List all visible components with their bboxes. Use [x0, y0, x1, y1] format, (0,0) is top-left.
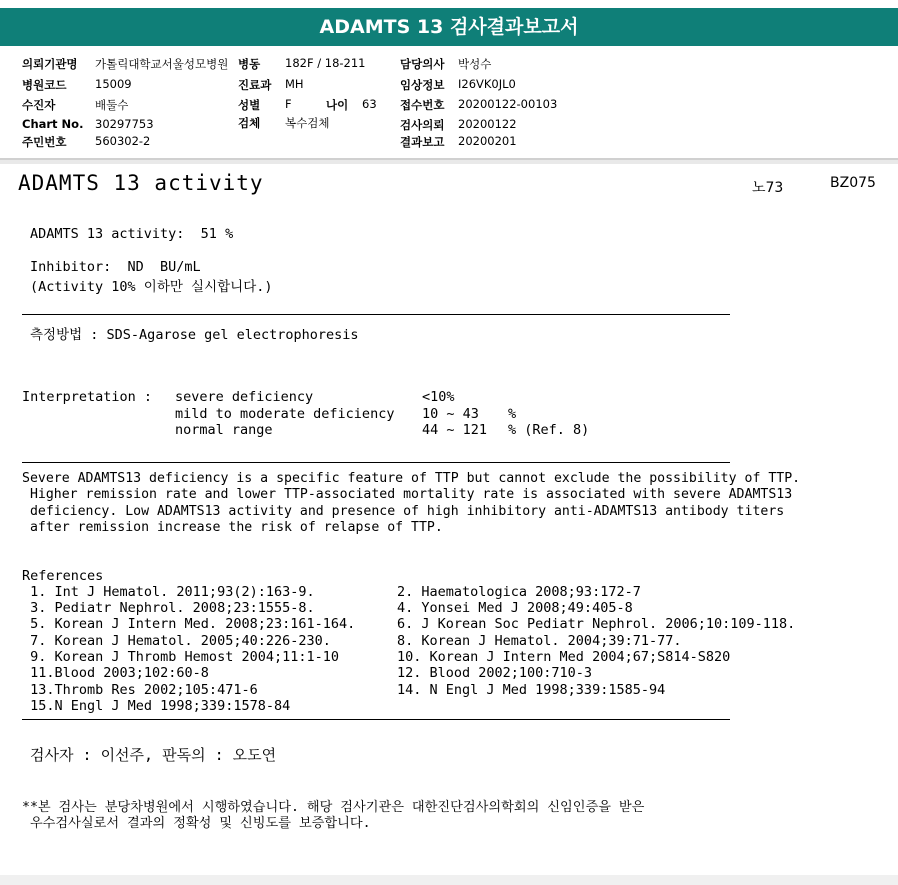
- label-hospital-code: 병원코드: [22, 78, 67, 92]
- references-label: References: [22, 568, 104, 584]
- label-patient-name: 수진자: [22, 98, 56, 112]
- method-line: 측정방법 : SDS-Agarose gel electrophoresis: [30, 327, 359, 343]
- label-report-date: 결과보고: [400, 135, 445, 149]
- reference-item: 3. Pediatr Nephrol. 2008;23:1555-8.: [22, 600, 315, 616]
- label-chart-no: Chart No.: [22, 117, 84, 131]
- examiner-line: 검사자 : 이선주, 판독의 : 오도연: [30, 746, 277, 764]
- value-ward: 182F / 18-211: [285, 56, 366, 70]
- reference-item: 9. Korean J Thromb Hemost 2004;11:1-10: [22, 649, 339, 665]
- separator-line: [22, 314, 730, 315]
- value-department: MH: [285, 77, 304, 91]
- value-physician: 박성수: [458, 57, 492, 71]
- value-resident-number: 560302-2: [95, 134, 151, 148]
- label-sex: 성별: [238, 98, 261, 112]
- footnote-line: 우수검사실로서 결과의 정확성 및 신빙도를 보증합니다.: [22, 816, 371, 831]
- activity-result: ADAMTS 13 activity: 51 %: [30, 226, 234, 242]
- interpretation-range: 44 ~ 121: [422, 422, 488, 438]
- explanation-line: Higher remission rate and lower TTP-associated mortality rate is associated with severe ADAMTS13: [22, 487, 793, 502]
- label-receipt-number: 접수번호: [400, 98, 445, 112]
- label-request-date: 검사의뢰: [400, 118, 445, 132]
- footnote-line: **본 검사는 분당차병원에서 시행하였습니다. 해당 검사기관은 대한진단검사의학회의 신임인증을 받은: [22, 800, 645, 815]
- report-title: ADAMTS 13 activity: [18, 171, 264, 195]
- interpretation-name: severe deficiency: [175, 389, 314, 405]
- value-request-date: 20200122: [458, 117, 517, 131]
- interpretation-range: 10 ~ 43: [422, 406, 479, 422]
- value-receipt-number: 20200122-00103: [458, 97, 558, 111]
- separator-line: [22, 719, 730, 720]
- interpretation-unit: % (Ref. 8): [508, 422, 590, 438]
- value-patient-name: 배둘수: [95, 98, 129, 112]
- reference-item: 4. Yonsei Med J 2008;49:405-8: [397, 600, 633, 616]
- value-hospital-code: 15009: [95, 77, 132, 91]
- reference-item: 13.Thromb Res 2002;105:471-6: [22, 682, 258, 698]
- value-sex: F: [285, 97, 292, 111]
- label-age: 나이: [326, 98, 349, 112]
- interpretation-unit: %: [508, 406, 517, 422]
- inhibitor-result: Inhibitor: ND BU/mL: [30, 259, 201, 275]
- label-resident-number: 주민번호: [22, 135, 67, 149]
- reference-item: 12. Blood 2002;100:710-3: [397, 665, 593, 681]
- reference-item: 6. J Korean Soc Pediatr Nephrol. 2006;10:109-118.: [397, 616, 796, 632]
- reference-item: 15.N Engl J Med 1998;339:1578-84: [22, 698, 291, 714]
- separator-line: [22, 462, 730, 463]
- label-department: 진료과: [238, 78, 272, 92]
- reference-item: 2. Haematologica 2008;93:172-7: [397, 584, 641, 600]
- reference-item: 7. Korean J Hematol. 2005;40:226-230.: [22, 633, 331, 649]
- reference-item: 14. N Engl J Med 1998;339:1585-94: [397, 682, 666, 698]
- bottom-band: [0, 875, 898, 885]
- value-report-date: 20200201: [458, 134, 517, 148]
- reference-item: 5. Korean J Intern Med. 2008;23:161-164.: [22, 616, 356, 632]
- reference-item: 1. Int J Hematol. 2011;93(2):163-9.: [22, 584, 315, 600]
- label-requesting-institution: 의뢰기관명: [22, 57, 78, 71]
- reference-item: 11.Blood 2003;102:60-8: [22, 665, 209, 681]
- reference-item: 8. Korean J Hematol. 2004;39:71-77.: [397, 633, 682, 649]
- inhibitor-note: (Activity 10% 이하만 실시합니다.): [30, 279, 273, 295]
- value-clinical-info: I26VK0JL0: [458, 77, 516, 91]
- explanation-line: after remission increase the risk of relapse of TTP.: [22, 520, 443, 535]
- report-header-title: ADAMTS 13 검사결과보고서: [0, 8, 898, 46]
- report-code: BZ075: [830, 175, 876, 191]
- interpretation-range: <10%: [422, 389, 455, 405]
- section-divider-line: [0, 158, 898, 160]
- value-requesting-institution: 가톨릭대학교서울성모병원: [95, 57, 229, 71]
- interpretation-name: mild to moderate deficiency: [175, 406, 395, 422]
- value-chart-no: 30297753: [95, 117, 154, 131]
- value-specimen: 복수검체: [285, 116, 330, 130]
- reference-item: 10. Korean J Intern Med 2004;67;S814-S820: [397, 649, 731, 665]
- top-strip: [0, 0, 898, 8]
- interpretation-label: Interpretation :: [22, 389, 153, 405]
- label-physician: 담당의사: [400, 57, 445, 71]
- explanation-line: deficiency. Low ADAMTS13 activity and presence of high inhibitory anti-ADAMTS13 antibody titers: [22, 504, 785, 519]
- report-number: 노73: [752, 180, 784, 196]
- label-ward: 병동: [238, 57, 261, 71]
- label-specimen: 검체: [238, 116, 261, 130]
- label-clinical-info: 임상정보: [400, 78, 445, 92]
- value-age: 63: [362, 97, 377, 111]
- patient-info-block: [0, 52, 898, 152]
- explanation-line: Severe ADAMTS13 deficiency is a specific feature of TTP but cannot exclude the possibility of TTP.: [22, 471, 801, 486]
- interpretation-name: normal range: [175, 422, 273, 438]
